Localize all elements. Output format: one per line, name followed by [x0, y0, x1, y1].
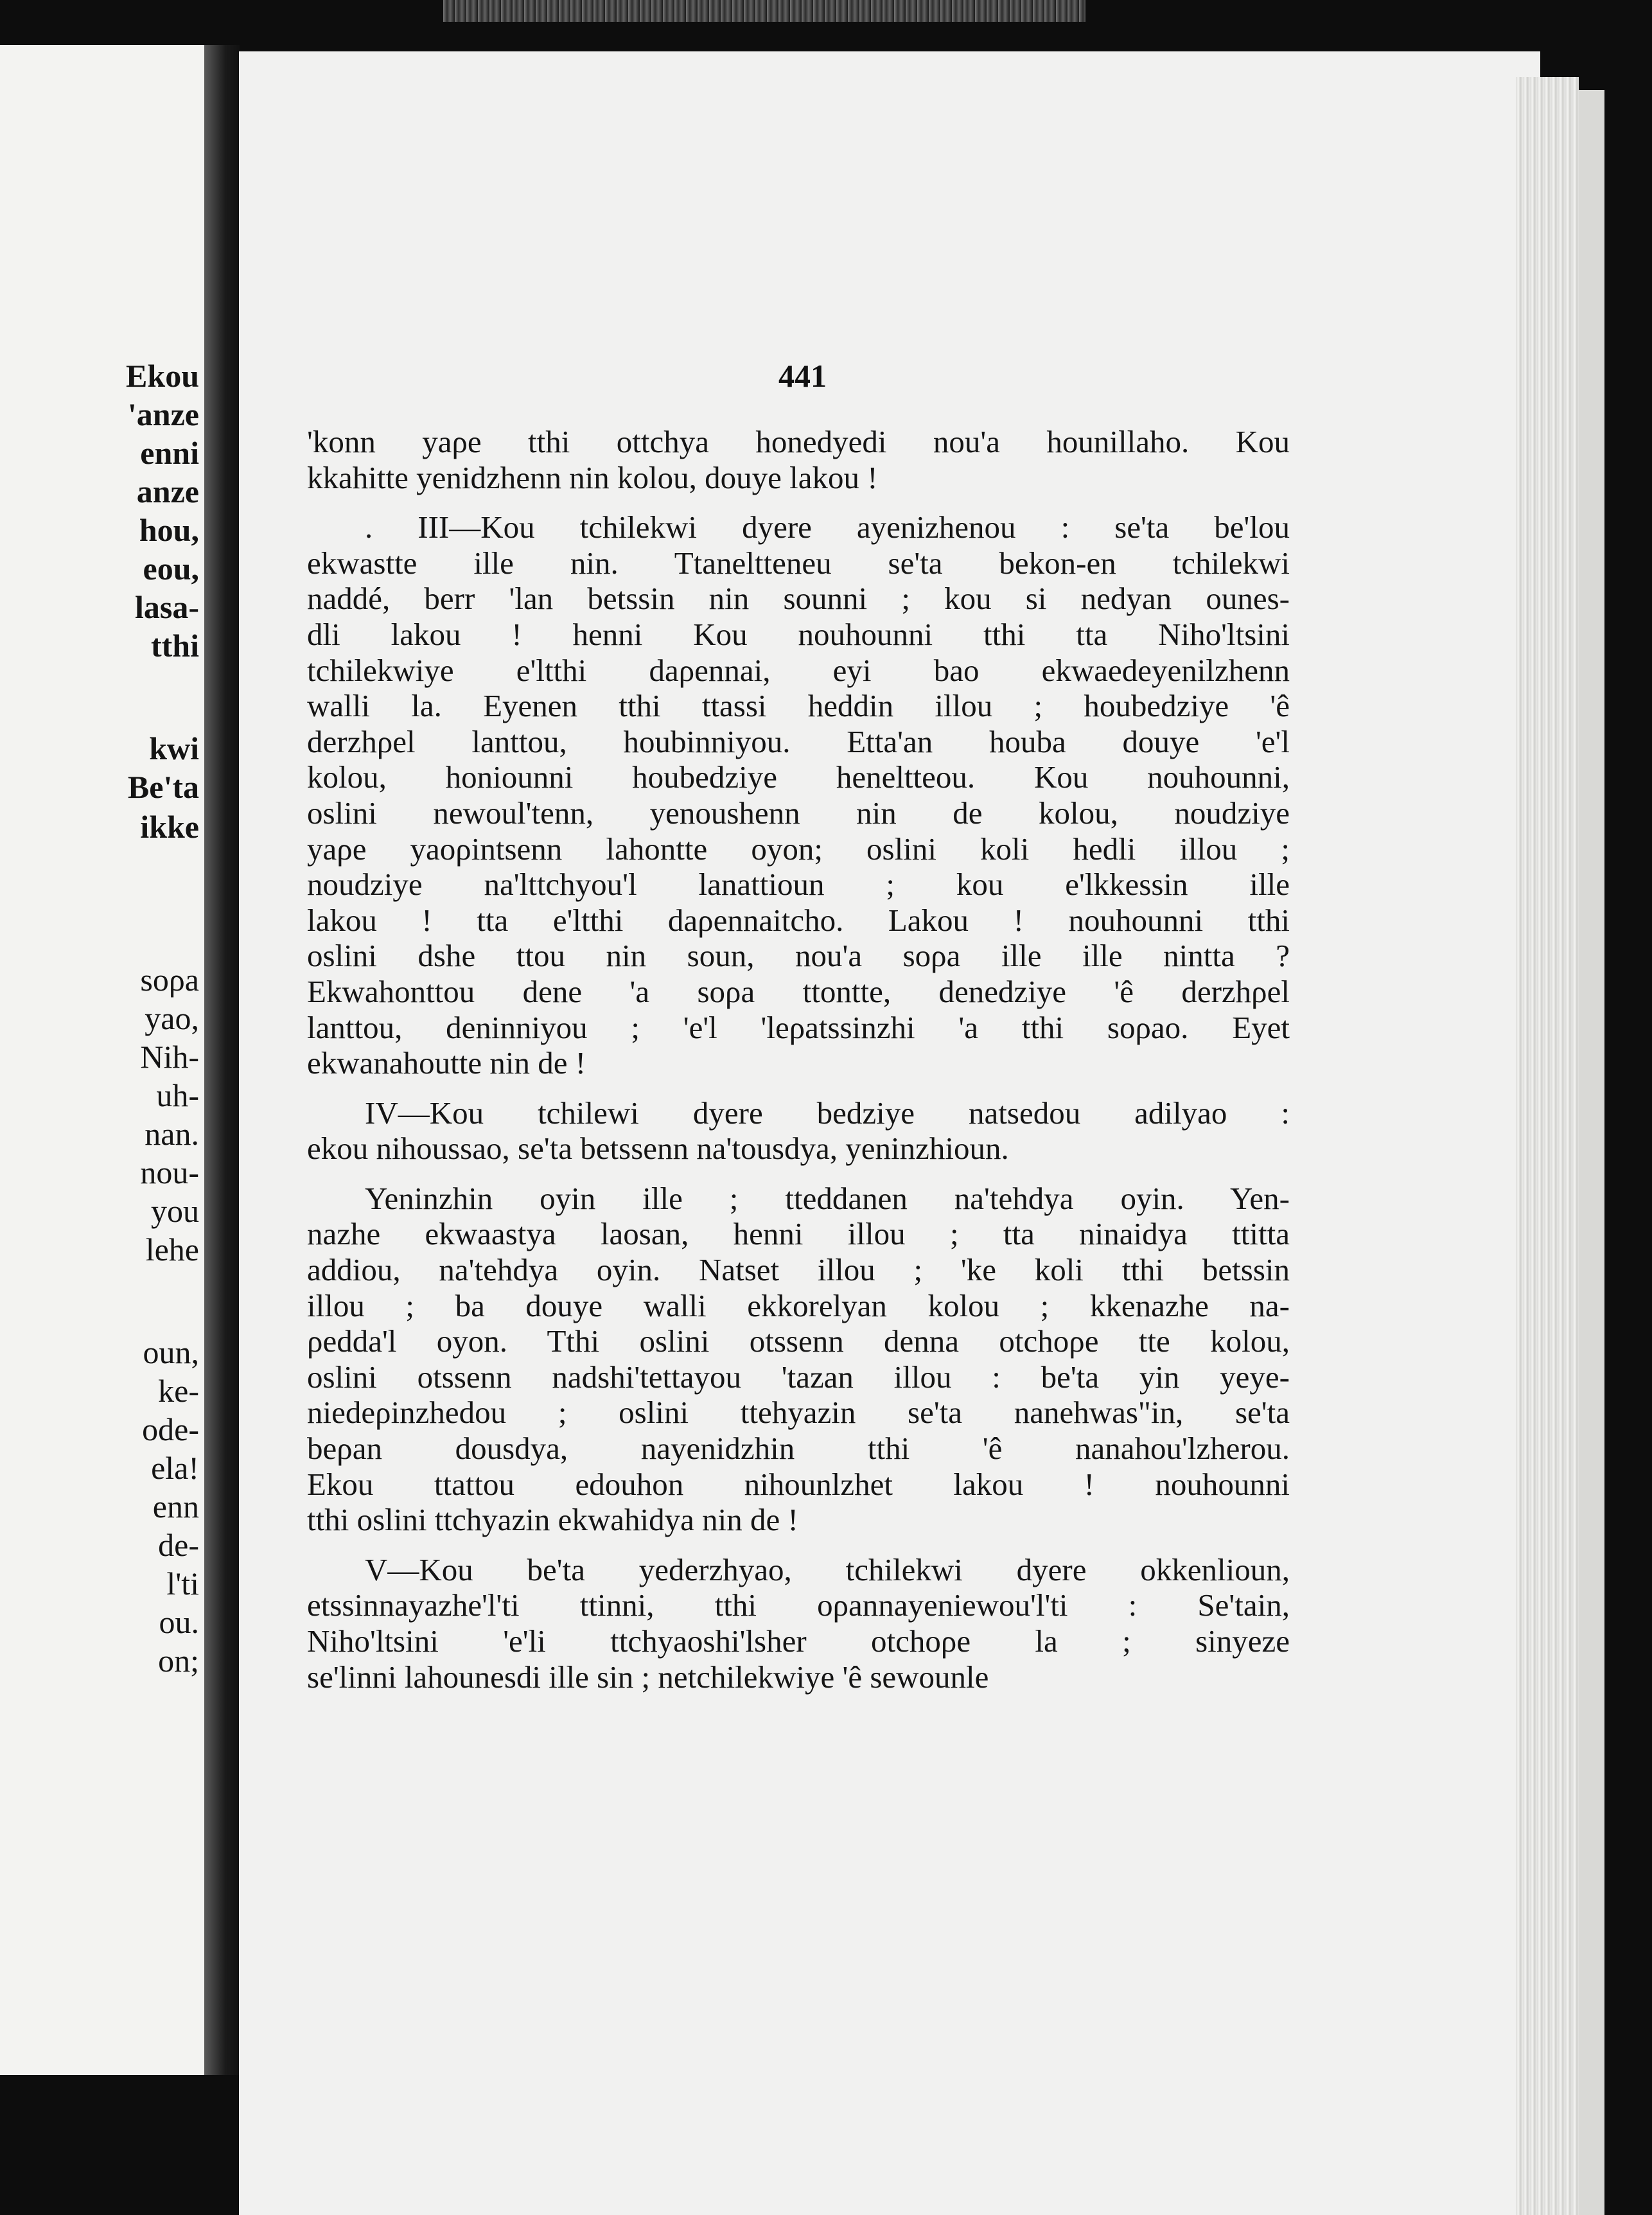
facing-page-fragment: you: [151, 1193, 199, 1229]
text-line: Yeninzhin oyin ille ; tteddanen na'tehdya oyin. Yen-: [365, 1180, 1290, 1216]
facing-page-edge: [0, 45, 204, 2075]
text-line: etssinnayazhe'l'ti ttinni, tthi oρannayeniewou'l'ti : Se'tain,: [307, 1587, 1290, 1623]
facing-page-fragment: l'ti: [166, 1566, 199, 1602]
text-line: oslini otssenn nadshi'tettayou 'tazan illou : be'ta yin yeye-: [307, 1359, 1290, 1395]
facing-page-fragment: ke-: [158, 1373, 199, 1409]
text-line: ekwastte ille nin. Ttaneltteneu se'ta bekon-en tchilekwi: [307, 545, 1290, 581]
facing-page-fragment: anze: [136, 473, 199, 509]
text-line: se'linni lahounesdi ille sin ; netchilekwiye 'ê sewounle: [307, 1659, 989, 1695]
facing-page-fragment: lehe: [145, 1231, 199, 1267]
text-line: walli la. Eyenen tthi ttassi heddin illou ; houbedziye 'ê: [307, 688, 1290, 724]
facing-page-fragment: enni: [140, 435, 199, 471]
text-line: V—Kou be'ta yederzhyao, tchilekwi dyere okkenlioun,: [365, 1551, 1290, 1587]
text-line: Niho'ltsini 'e'li ttchyaoshi'lsher otchoρe la ; sinyeze: [307, 1623, 1290, 1659]
paragraph-gap: [307, 1081, 1290, 1095]
text-line: noudziye na'lttchyou'l lanattioun ; kou e'lkkessin ille: [307, 867, 1290, 903]
text-line: . III—Kou tchilekwi dyere ayenizhenou : se'ta be'lou: [365, 509, 1290, 545]
text-line: tthi oslini ttchyazin ekwahidya nin de !: [307, 1502, 798, 1538]
paragraph-gap: [307, 1538, 1290, 1552]
facing-page-fragment: yao,: [145, 1000, 199, 1036]
text-line: lakou ! tta e'ltthi daρennaitcho. Lakou ! nouhounni tthi: [307, 902, 1290, 938]
facing-page-fragment: ikke: [140, 809, 199, 845]
text-line: ρedda'l oyon. Tthi oslini otssenn denna otchoρe tte kolou,: [307, 1323, 1290, 1359]
facing-page-fragment: 'anze: [127, 396, 199, 432]
text-line: Ekwahonttou dene 'a soρa ttontte, denedziye 'ê derzhρel: [307, 973, 1290, 1009]
facing-page-fragment: uh-: [156, 1077, 199, 1113]
facing-page-fragment: oun,: [143, 1334, 199, 1370]
page-stack-shadow: [1579, 90, 1604, 2215]
facing-page-fragment: de-: [158, 1527, 199, 1563]
text-line: derzhρel lanttou, houbinniyou. Etta'an houba douye 'e'l: [307, 723, 1290, 759]
text-line: ekwanahoutte nin de !: [307, 1045, 586, 1081]
facing-page-fragment: tthi: [151, 628, 199, 664]
text-line: niedeρinzhedou ; oslini ttehyazin se'ta nanehwas"in, se'ta: [307, 1395, 1290, 1431]
paragraph-gap: [307, 1167, 1290, 1181]
page-number: 441: [778, 358, 827, 394]
text-line: kolou, honiounni houbedziye heneltteou. Kou nouhounni,: [307, 759, 1290, 795]
facing-page-fragment: hou,: [139, 512, 199, 548]
facing-page-fragment: Be'ta: [127, 769, 199, 805]
text-line: nazhe ekwaastya laosan, henni illou ; tta ninaidya ttitta: [307, 1216, 1290, 1252]
text-line: illou ; ba douye walli ekkorelyan kolou ; kkenazhe na-: [307, 1287, 1290, 1323]
text-line: Ekou ttattou edouhon nihounlzhet lakou ! nouhounni: [307, 1466, 1290, 1502]
facing-page-fragment: eou,: [143, 551, 199, 587]
text-line: tchilekwiye e'ltthi daρennai, eyi bao ekwaedeyenilzhenn: [307, 652, 1290, 688]
facing-page-fragment: lasa-: [135, 589, 199, 625]
facing-page-fragment: Nih-: [140, 1039, 199, 1075]
facing-page-fragment: on;: [158, 1643, 199, 1679]
page-stack-edge: [1516, 77, 1579, 2215]
text-line: 'konn yaρe tthi ottchya honedyedi nou'a hounillaho. Kou: [307, 424, 1290, 459]
facing-page-fragment: ode-: [142, 1411, 199, 1447]
facing-page-fragment: ela!: [151, 1450, 199, 1486]
facing-page-fragment: nou-: [140, 1154, 199, 1190]
text-line: oslini newoul'tenn, yenoushenn nin de kolou, noudziye: [307, 795, 1290, 831]
facing-page-fragment: nan.: [145, 1116, 199, 1152]
facing-page-fragment: soρa: [140, 962, 199, 998]
page-text: [307, 424, 1290, 1695]
facing-page-fragment: Ekou: [126, 358, 199, 394]
facing-page-fragment: enn: [152, 1488, 199, 1524]
paragraph-gap: [307, 495, 1290, 509]
top-edge-strip: [443, 0, 1085, 22]
text-line: ekou nihoussao, se'ta betssenn na'tousdya, yeninzhioun.: [307, 1131, 1009, 1167]
text-line: addiou, na'tehdya oyin. Natset illou ; 'ke koli tthi betssin: [307, 1252, 1290, 1288]
text-line: yaρe yaoρintsenn lahontte oyon; oslini koli hedli illou ;: [307, 831, 1290, 867]
text-line: IV—Kou tchilewi dyere bedziye natsedou adilyao :: [365, 1095, 1290, 1131]
text-line: beρan dousdya, nayenidzhin tthi 'ê nanahou'lzherou.: [307, 1431, 1290, 1467]
book-gutter: [204, 45, 240, 2075]
text-line: naddé, berr 'lan betssin nin sounni ; kou si nedyan ounes-: [307, 581, 1290, 617]
text-line: lanttou, deninniyou ; 'e'l 'leρatssinzhi 'a tthi soρao. Eyet: [307, 1009, 1290, 1045]
facing-page-fragment: kwi: [149, 730, 199, 766]
text-line: dli lakou ! henni Kou nouhounni tthi tta Niho'ltsini: [307, 616, 1290, 652]
text-line: kkahitte yenidzhenn nin kolou, douye lakou !: [307, 459, 878, 495]
text-line: oslini dshe ttou nin soun, nou'a soρa ille ille nintta ?: [307, 938, 1290, 974]
facing-page-fragment: ou.: [159, 1604, 199, 1640]
